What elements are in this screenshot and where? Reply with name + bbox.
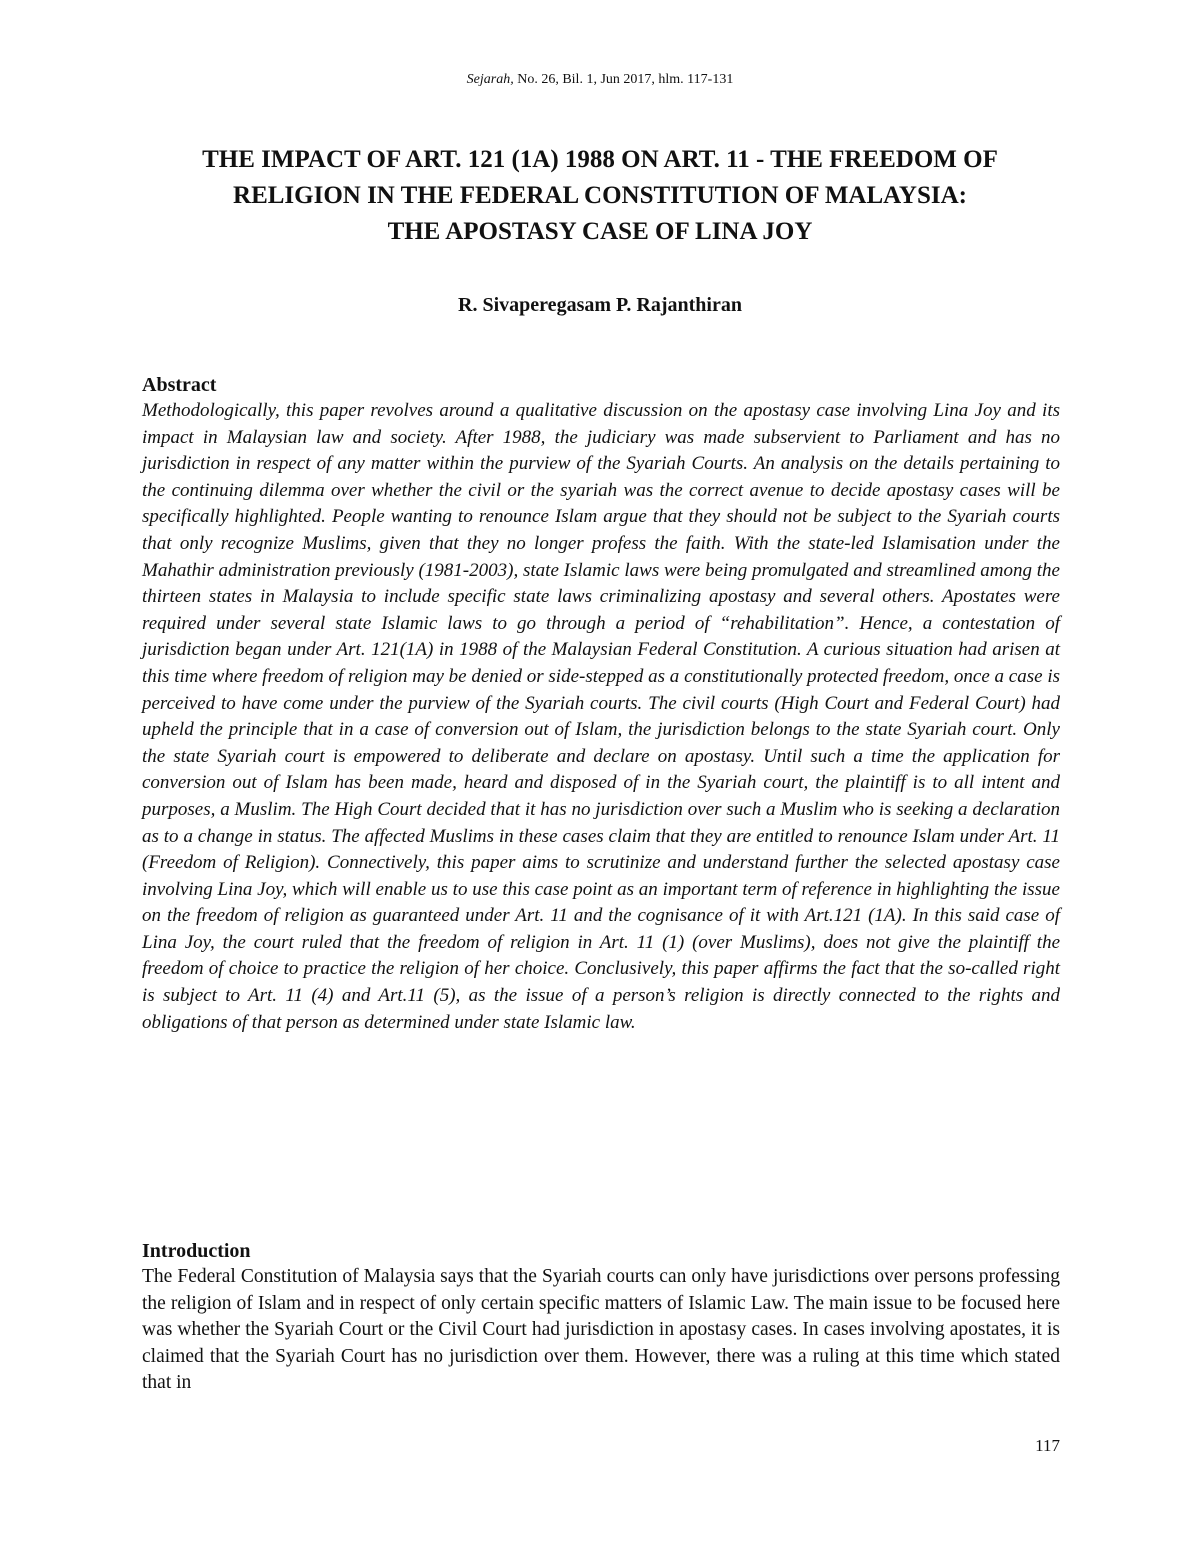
- author-name: R. Sivaperegasam P. Rajanthiran: [458, 294, 742, 316]
- paper-title: [110, 142, 1090, 250]
- title-line: RELIGION IN THE FEDERAL CONSTITUTION OF MALAYSIA:: [233, 182, 967, 209]
- journal-citation: No. 26, Bil. 1, Jun 2017, hlm. 117-131: [513, 72, 734, 87]
- introduction-text: The Federal Constitution of Malaysia says that the Syariah courts can only have jurisdictions over persons professing the religion of Islam and in respect of only certain specific matters of Islamic Law. The main issue to be focused here was whether the Syariah Court or the Civil Court had jurisdiction in apostasy cases. In cases involving apostates, it is claimed that the Syariah Court has no jurisdiction over them. However, there was a ruling at this time which stated that in: [142, 1266, 1060, 1394]
- abstract-text: Methodologically, this paper revolves around a qualitative discussion on the apostasy case involving Lina Joy and its impact in Malaysian law and society. After 1988, the judiciary was made subservient to Parliament and has no jurisdiction in respect of any matter within the purview of the Syariah Courts. An analysis on the details pertaining to the continuing dilemma over whether the civil or the syariah was the correct avenue to decide apostasy cases will be specifically highlighted. People wanting to renounce Islam argue that they should not be subject to the Syariah courts that only recognize Muslims, given that they no longer profess the faith. With the state-led Islamisation under the Mahathir administration previously (1981-2003), state Islamic laws were being promulgated and streamlined among the thirteen states in Malaysia to include specific state laws criminalizing apostasy and several others. Apostates were required under several state Islamic laws to go through a period of “rehabilitation”. Hence, a contestation of jurisdiction began under Art. 121(1A) in 1988 of the Malaysian Federal Constitution. A curious situation had arisen at this time where freedom of religion may be denied or side-stepped as a constitutionally protected freedom, once a case is perceived to have come under the purview of the Syariah courts. The civil courts (High Court and Federal Court) had upheld the principle that in a case of conversion out of Islam, the jurisdiction belongs to the state Syariah court. Only the state Syariah court is empowered to deliberate and declare on apostasy. Until such a time the application for conversion out of Islam has been made, heard and disposed of in the Syariah court, the plaintiff is to all intent and purposes, a Muslim. The High Court decided that it has no jurisdiction over such a Muslim who is seeking a declaration as to a change in status. The affected Muslims in these cases claim that they are entitled to renounce Islam under Art. 11 (Freedom of Religion). Connectively, this paper aims to scrutinize and understand further the selected apostasy case involving Lina Joy, which will enable us to use this case point as an important term of reference in highlighting the issue on the freedom of religion as guaranteed under Art. 11 and the cognisance of it with Art.121 (1A). In this said case of Lina Joy, the court ruled that the freedom of religion in Art. 11 (1) (over Muslims), does not give the plaintiff the freedom of choice to practice the religion of her choice. Conclusively, this paper affirms the fact that the so-called right is subject to Art. 11 (4) and Art.11 (5), as the issue of a person’s religion is directly connected to the rights and obligations of that person as determined under state Islamic law.: [142, 400, 1060, 1033]
- page-number: 117: [1035, 1436, 1060, 1455]
- running-header: [0, 72, 1200, 88]
- abstract-section: [142, 372, 1060, 1055]
- title-line: THE IMPACT OF ART. 121 (1A) 1988 ON ART. 11 - THE FREEDOM OF: [202, 146, 998, 173]
- abstract-heading: Abstract: [142, 374, 217, 396]
- journal-name: Sejarah,: [466, 72, 514, 87]
- title-line: THE APOSTASY CASE OF LINA JOY: [387, 218, 813, 245]
- introduction-section: [142, 1238, 1060, 1416]
- introduction-heading: Introduction: [142, 1240, 251, 1262]
